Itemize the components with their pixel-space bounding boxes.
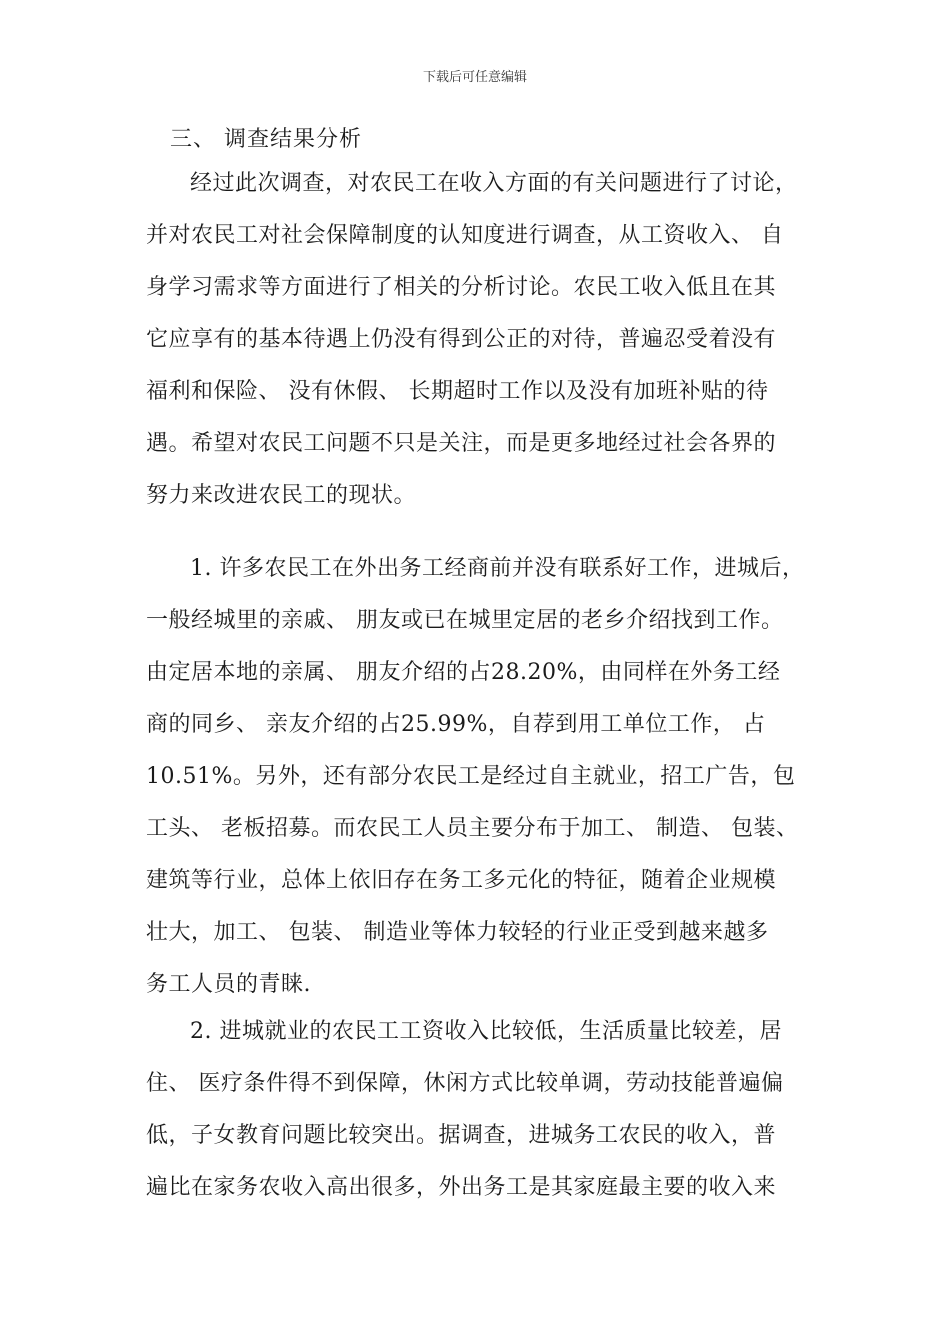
page-header-note: 下载后可任意编辑 [422,70,527,85]
paragraph-line: 遇。希望对农民工问题不只是关注，而是更多地经过社会各界的 [146,431,777,456]
paragraph-line: 并对农民工对社会保障制度的认知度进行调查，从工资收入、 自 [146,223,784,248]
paragraph-line: 遍比在家务农收入高出很多，外出务工是其家庭最主要的收入来 [146,1175,777,1200]
paragraph-line: 2. 进城就业的农民工工资收入比较低，生活质量比较差，居 [190,1019,782,1044]
paragraph-line: 建筑等行业，总体上依旧存在务工多元化的特征，随着企业规模 [146,868,777,893]
paragraph-line: 努力来改进农民工的现状。 [146,483,417,508]
paragraph-line: 低，子女教育问题比较突出。据调查，进城务工农民的收入，普 [146,1123,777,1148]
paragraph-line: 福利和保险、 没有休假、 长期超时工作以及没有加班补贴的待 [146,379,769,404]
paragraph-line: 10.51%。另外，还有部分农民工是经过自主就业，招工广告，包 [146,764,796,789]
section-heading: 三、 调查结果分析 [170,127,362,152]
paragraph-line: 1. 许多农民工在外出务工经商前并没有联系好工作，进城后， [190,556,805,581]
paragraph-line: 商的同乡、 亲友介绍的占25.99%，自荐到用工单位工作， 占 [146,712,766,737]
paragraph-line: 一般经城里的亲戚、 朋友或已在城里定居的老乡介绍找到工作。 [146,608,784,633]
paragraph-line: 由定居本地的亲属、 朋友介绍的占28.20%，由同样在外务工经 [146,660,781,685]
paragraph-item-1 [146,543,818,1011]
paragraph-line: 经过此次调查，对农民工在收入方面的有关问题进行了讨论， [190,171,798,196]
paragraph-item-2 [146,1006,818,1214]
paragraph-line: 壮大，加工、 包装、 制造业等体力较轻的行业正受到越来越多 [146,920,769,945]
paragraph-line: 务工人员的青睐. [146,972,311,997]
paragraph-line: 它应享有的基本待遇上仍没有得到公正的对待，普遍忍受着没有 [146,327,777,352]
paragraph-line: 身学习需求等方面进行了相关的分析讨论。农民工收入低且在其 [146,275,777,300]
paragraph-summary [146,158,818,522]
paragraph-line: 工头、 老板招募。而农民工人员主要分布于加工、 制造、 包装、 [146,816,799,841]
paragraph-line: 住、 医疗条件得不到保障，休闲方式比较单调，劳动技能普遍偏 [146,1071,784,1096]
